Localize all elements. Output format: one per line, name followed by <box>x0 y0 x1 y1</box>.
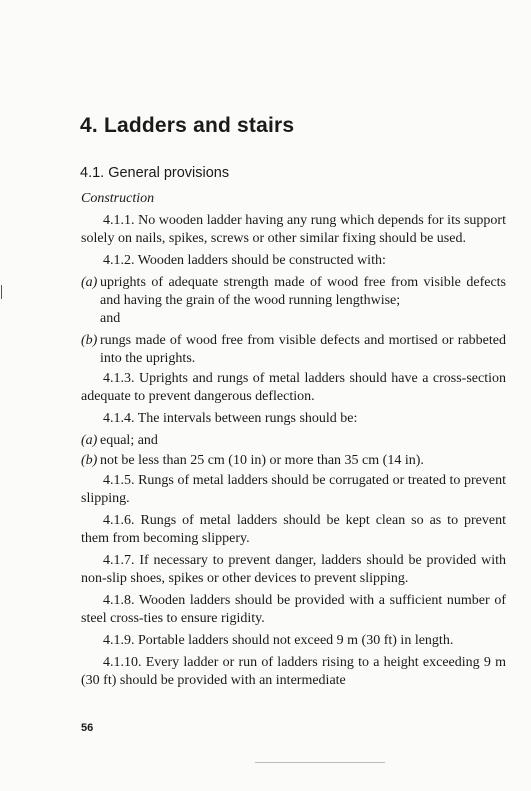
body-text <box>81 190 506 694</box>
paragraph-4-1-6: 4.1.6. Rungs of metal ladders should be kept clean so as to prevent them from becoming slippery. <box>81 513 506 546</box>
list-label: (a) <box>81 433 98 448</box>
list-label: (b) <box>81 453 98 468</box>
page-number: 56 <box>81 722 94 734</box>
list-label: (a) <box>81 275 98 290</box>
paragraph-4-1-10: 4.1.10. Every ladder or run of ladders rising to a height exceeding 9 m (30 ft) should be provided with an intermediate <box>81 655 506 688</box>
subheading-construction: Construction <box>81 191 155 206</box>
paragraph-4-1-3: 4.1.3. Uprights and rungs of metal ladders should have a cross-section adequate to prevent dangerous deflection. <box>81 371 506 404</box>
paragraph-4-1-9: 4.1.9. Portable ladders should not exceed 9 m (30 ft) in length. <box>103 633 454 648</box>
paragraph-4-1-8: 4.1.8. Wooden ladders should be provided with a sufficient number of steel cross-ties to ensure rigidity. <box>81 593 506 626</box>
list-text: equal; and <box>100 433 158 448</box>
paragraph-4-1-4: 4.1.4. The intervals between rungs should be: <box>103 411 358 426</box>
paragraph-4-1-1: 4.1.1. No wooden ladder having any rung which depends for its support solely on nails, spikes, screws or other similar fixing should be used. <box>81 213 506 246</box>
margin-mark <box>1 285 2 299</box>
list-item <box>81 432 506 450</box>
chapter-title: 4. Ladders and stairs <box>80 114 295 137</box>
paragraph-4-1-5: 4.1.5. Rungs of metal ladders should be corrugated or treated to prevent slipping. <box>81 473 506 506</box>
list-text: uprights of adequate strength made of wood free from visible defects and having the grain of the wood running lengthwise; <box>100 275 506 308</box>
list-text: not be less than 25 cm (10 in) or more than 35 cm (14 in). <box>100 453 424 468</box>
paragraph-4-1-2: 4.1.2. Wooden ladders should be constructed with: <box>103 253 386 268</box>
list-item <box>81 452 506 470</box>
footer-rule <box>255 762 385 763</box>
list-item <box>81 274 506 310</box>
list-label: (b) <box>81 333 98 348</box>
list-continuation: and <box>100 311 121 326</box>
paragraph-4-1-7: 4.1.7. If necessary to prevent danger, ladders should be provided with non-slip shoes, spikes or other devices to prevent slipping. <box>81 553 506 586</box>
list-item <box>81 332 506 368</box>
list-text: rungs made of wood free from visible defects and mortised or rabbeted into the uprights. <box>100 333 506 366</box>
section-heading: 4.1. General provisions <box>80 165 230 181</box>
